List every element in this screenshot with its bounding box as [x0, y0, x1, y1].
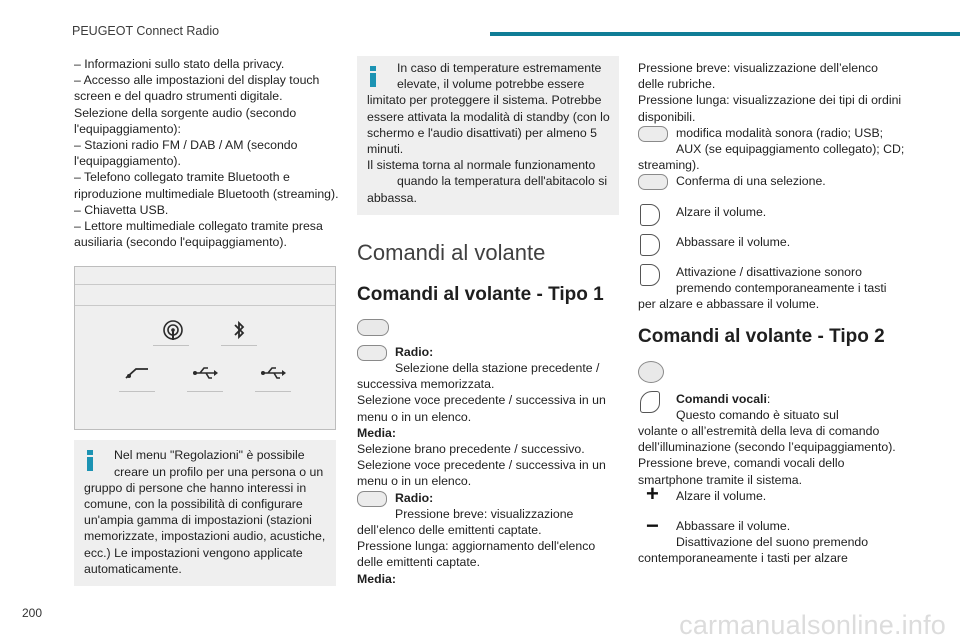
- plus-icon: +: [646, 480, 659, 506]
- text-line: – Stazioni radio FM / DAB / AM (secondo: [74, 138, 298, 153]
- control-item: [357, 344, 619, 490]
- volume-up-switch-icon: [640, 204, 660, 226]
- text-line: Selezione voce precedente / successiva in un: [357, 458, 606, 473]
- text-line: Abbassare il volume.: [676, 519, 791, 534]
- text-line: disponibili.: [638, 109, 696, 124]
- text-line: contemporaneamente i tasti per alzare: [638, 551, 848, 566]
- text-line: volante o all’estremità della leva di comando: [638, 424, 880, 439]
- info-icon: [370, 66, 376, 87]
- info-icon: [87, 450, 93, 471]
- header-accent-bar: [490, 32, 960, 36]
- note-line: un'ampia gamma di impostazioni (stazioni: [84, 513, 312, 528]
- control-item: [357, 490, 619, 587]
- control-item: [638, 513, 910, 567]
- text-line: – Telefono collegato tramite Bluetooth e: [74, 170, 290, 185]
- control-item: [638, 391, 910, 488]
- control-item: [638, 234, 910, 250]
- icon-underline: [187, 391, 223, 392]
- text-line: dell’elenco delle emittenti captate.: [357, 523, 542, 538]
- text-line: – Lettore multimediale collegato tramite presa: [74, 219, 323, 234]
- section-heading: Comandi al volante: [357, 239, 546, 265]
- text-line: Conferma di una selezione.: [676, 174, 826, 189]
- item-title: Radio:: [395, 490, 434, 505]
- column-1: [74, 56, 339, 586]
- figure-divider: [75, 284, 335, 285]
- volume-down-switch-icon: [640, 234, 660, 256]
- column-3: [638, 60, 910, 567]
- text-line: l'equipaggiamento):: [74, 121, 181, 136]
- text-line: delle emittenti captate.: [357, 555, 481, 570]
- text-line: – Informazioni sullo stato della privacy.: [74, 57, 285, 71]
- note-line: essere attivata la modalità di standby (con lo: [367, 109, 610, 124]
- note-line: Nel menu "Regolazioni" è possibile: [114, 448, 305, 463]
- steering-control-icon: [357, 319, 389, 336]
- icon-underline: [119, 391, 155, 392]
- note-line: gruppo di persone che hanno interessi in: [84, 480, 307, 495]
- icon-underline: [153, 345, 189, 346]
- item-title: Radio:: [395, 344, 434, 359]
- steering-switch-icon: [357, 491, 387, 507]
- item-title-colon: :: [766, 391, 771, 406]
- text-line: menu o in un elenco.: [357, 409, 472, 424]
- figure-divider: [75, 305, 335, 306]
- page-number: 200: [22, 606, 43, 620]
- steering-switch-icon: [638, 174, 668, 190]
- info-note: [357, 56, 619, 215]
- note-line: memorizzate, impostazioni audio, acustiche,: [84, 529, 326, 544]
- text-line: Alzare il volume.: [676, 488, 767, 503]
- control-item: [638, 125, 910, 174]
- text-line: screen e del quadro strumenti digitale.: [74, 89, 283, 104]
- subsection-heading-type1: Comandi al volante - Tipo 1: [357, 283, 604, 305]
- text-line: – Accesso alle impostazioni del display touch: [74, 73, 320, 88]
- text-line: Selezione brano precedente / successivo.: [357, 442, 585, 457]
- note-line: quando la temperatura dell'abitacolo si: [397, 174, 608, 189]
- note-line: In caso di temperature estremamente: [397, 61, 602, 75]
- icon-underline: [255, 391, 291, 392]
- text-line: delle rubriche.: [638, 77, 716, 92]
- subsection-heading-type2: Comandi al volante - Tipo 2: [638, 325, 885, 347]
- minus-icon: −: [646, 513, 659, 539]
- text-line: – Chiavetta USB.: [74, 202, 169, 217]
- note-line: automaticamente.: [84, 561, 182, 576]
- text-line: Pressione breve, comandi vocali dello: [638, 456, 845, 471]
- text-line: Abbassare il volume.: [676, 234, 791, 249]
- text-line: menu o in un elenco.: [357, 474, 472, 489]
- item-title-line: [638, 391, 910, 407]
- usb-icon: [255, 365, 291, 383]
- steering-switch-icon: [638, 126, 668, 142]
- note-line: ecc.) Le impostazioni vengono applicate: [84, 545, 303, 560]
- text-line: Disattivazione del suono premendo: [676, 535, 869, 550]
- note-line: abbassa.: [367, 190, 417, 205]
- control-item: [638, 480, 910, 506]
- running-header: PEUGEOT Connect Radio: [72, 24, 220, 38]
- text-line: Selezione della sorgente audio (secondo: [74, 105, 297, 120]
- text-line: Pressione breve: visualizzazione: [395, 506, 574, 521]
- mute-switch-icon: [640, 264, 660, 286]
- text-line: Attivazione / disattivazione sonoro: [676, 265, 862, 280]
- text-line: streaming).: [638, 158, 700, 173]
- text-line: Selezione della stazione precedente /: [395, 361, 600, 376]
- note-line: creare un profilo per una persona o un: [114, 464, 324, 479]
- note-line: elevate, il volume potrebbe essere: [397, 77, 585, 92]
- text-line: modifica modalità sonora (radio; USB;: [676, 125, 884, 140]
- aux-jack-icon: [119, 365, 155, 383]
- steering-wheel-icon: [638, 361, 664, 383]
- text-line: Questo comando è situato sul: [676, 407, 839, 422]
- text-line: Pressione breve: visualizzazione dell’elenco: [638, 61, 878, 75]
- text-line: premendo contemporaneamente i tasti: [676, 281, 887, 296]
- radio-signal-icon: [155, 319, 191, 343]
- note-line: limitato per proteggere il sistema. Potrebbe: [367, 93, 602, 108]
- text-line: AUX (se equipaggiamento collegato); CD;: [676, 142, 905, 157]
- control-item: [638, 264, 910, 313]
- text-line: smartphone tramite il sistema.: [638, 472, 803, 487]
- text-line: Pressione lunga: aggiornamento dell'elenco: [357, 539, 596, 554]
- watermark: carmanualsonline.info: [679, 610, 946, 640]
- text-line: per alzare e abbassare il volume.: [638, 297, 820, 312]
- bluetooth-icon: [221, 319, 257, 343]
- note-line: minuti.: [367, 142, 404, 157]
- control-item: [638, 173, 910, 189]
- audio-source-screen-figure: [74, 266, 336, 430]
- icon-underline: [221, 345, 257, 346]
- text-line: ausiliaria (secondo l'equipaggiamento).: [74, 235, 287, 250]
- note-line: Il sistema torna al normale funzionamento: [367, 158, 596, 173]
- text-line: dell’illuminazione (secondo l’equipaggiamento).: [638, 440, 896, 455]
- item-title: Comandi vocali: [676, 391, 767, 406]
- item-title: Media:: [357, 571, 396, 586]
- text-line: Alzare il volume.: [676, 204, 767, 219]
- text-line: riproduzione multimediale Bluetooth (streaming).: [74, 186, 339, 201]
- usb-icon: [187, 365, 223, 383]
- info-note: [74, 440, 336, 586]
- voice-command-icon: [640, 391, 660, 413]
- text-line: l'equipaggiamento).: [74, 154, 181, 169]
- steering-switch-icon: [357, 345, 387, 361]
- note-line: schermo e l'audio disattivati) per almeno 5: [367, 125, 597, 140]
- text-line: successiva memorizzata.: [357, 377, 495, 392]
- text-line: Selezione voce precedente / successiva in un: [357, 393, 606, 408]
- text-line: Pressione lunga: visualizzazione dei tipi di ordini: [638, 93, 902, 108]
- note-line: comune, con la possibilità di configurare: [84, 497, 303, 512]
- item-title: Media:: [357, 425, 396, 440]
- control-item: [638, 204, 910, 220]
- column-2: [357, 56, 619, 587]
